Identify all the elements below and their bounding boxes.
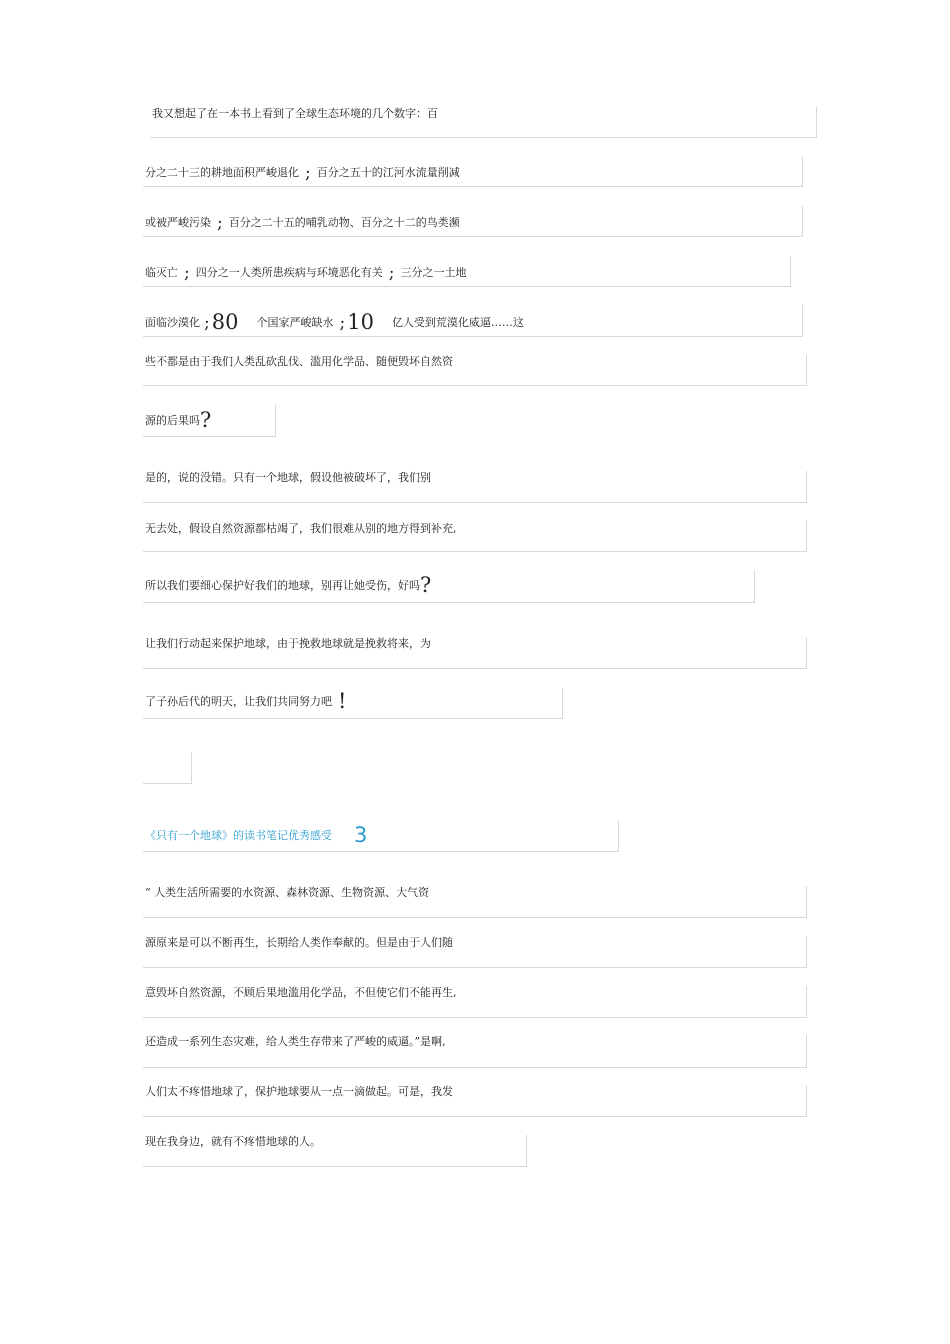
question-mark: ? [420, 573, 432, 597]
line-text: 三分之一土地 [400, 266, 467, 279]
line-text: 人们太不疼惜地球了，保护地球要从一点一滴做起。可是，我发 [145, 1085, 453, 1098]
line-text: 亿人受到荒漠化威逼……这 [391, 316, 524, 329]
line-text: 临灭亡 [145, 266, 178, 279]
line-text: 还造成一系列生态灾难，给人类生存带来了严峻的威逼。”是啊, [145, 1035, 446, 1048]
semicolon: ; [204, 313, 210, 333]
text-line [143, 570, 755, 603]
text-line [143, 886, 807, 918]
text-line [143, 637, 807, 669]
line-text: 是的，说的没错。只有一个地球，假设他被破坏了，我们别 [145, 471, 431, 484]
text-line [143, 1035, 807, 1068]
text-line [143, 1085, 807, 1117]
semicolon: ; [217, 213, 223, 233]
semicolon: ; [184, 263, 190, 283]
line-text: 了子孙后代的明天，让我们共同努力吧 [145, 695, 332, 708]
empty-line [143, 752, 192, 784]
line-text: 我又想起了在一本书上看到了全球生态环境的几个数字：百 [152, 107, 438, 120]
line-text: “ 人类生活所需要的水资源、森林资源、生物资源、大气资 [145, 886, 430, 899]
text-line [143, 256, 791, 287]
line-text: 所以我们要细心保护好我们的地球，别再让她受伤，好吗 [145, 579, 420, 592]
text-line [143, 305, 803, 337]
semicolon: ; [339, 313, 346, 333]
line-text: 无去处，假设自然资源都枯竭了，我们很难从别的地方得到补充, [145, 522, 457, 535]
line-text: 分之二十三的耕地面积严峻退化 [145, 166, 299, 179]
text-line [143, 206, 803, 237]
line-text: 个国家严峻缺水 [256, 316, 334, 329]
line-text: 让我们行动起来保护地球，由于挽救地球就是挽救将来，为 [145, 637, 431, 650]
text-line [143, 1135, 527, 1167]
text-line [143, 471, 807, 503]
semicolon: ; [305, 163, 311, 183]
text-line [143, 688, 563, 719]
line-text: 源原来是可以不断再生，长期给人类作奉献的。但是由于人们随 [145, 936, 453, 949]
section-title: 《只有一个地球》的读书笔记优秀感受 [145, 829, 332, 842]
text-line [143, 355, 807, 386]
number-10: 10 [347, 310, 374, 334]
line-text: 或被严峻污染 [145, 216, 211, 229]
exclamation-mark: ! [338, 689, 347, 713]
text-line [143, 405, 276, 437]
text-line [150, 107, 817, 138]
text-line [143, 936, 807, 968]
section-number: 3 [354, 823, 368, 847]
text-line [143, 520, 807, 552]
line-text: 百分之五十的江河水流量削减 [316, 166, 460, 179]
line-text: 四分之一人类所患疾病与环境恶化有关 [195, 266, 383, 279]
line-text: 现在我身边，就有不疼惜地球的人。 [145, 1135, 321, 1148]
question-mark: ? [200, 408, 212, 432]
line-text: 面临沙漠化 [145, 316, 200, 329]
number-80: 80 [211, 310, 239, 334]
section-heading [143, 820, 619, 852]
line-text: 源的后果吗 [145, 414, 200, 427]
line-text: 些不都是由于我们人类乱砍乱伐、滥用化学品、随便毁坏自然资 [145, 355, 453, 368]
semicolon: ; [388, 263, 395, 283]
line-text: 百分之二十五的哺乳动物、百分之十二的鸟类濒 [228, 216, 460, 229]
line-text: 意毁坏自然资源，不顾后果地滥用化学品，不但使它们不能再生, [145, 986, 457, 999]
text-line [143, 156, 803, 187]
text-line [143, 986, 807, 1018]
